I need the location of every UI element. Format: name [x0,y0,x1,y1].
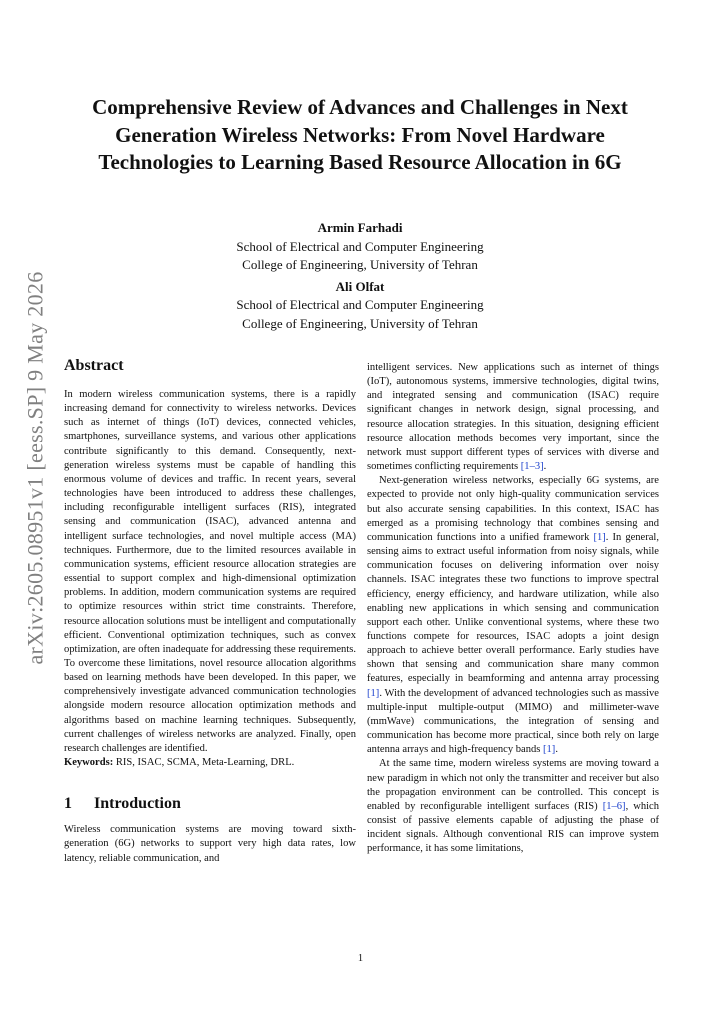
author-affiliation-1b: College of Engineering, University of Tehran [242,257,478,272]
citation-link[interactable]: [1–3] [520,461,544,473]
abstract-body: In modern wireless communication systems, there is a rapidly increasing demand for connectivity to wireless networks. Devices such as internet of things (IoT) devices, connected vehicles, smartphones, surveillance systems, and various other applications contribute significantly to this demand. Consequently, next-generation wireless systems must be capable of handling this enormous volume of devices and traffic. In recent years, several technologies have been introduced to address these challenges, including reconfigurable intelligent surfaces (RIS), integrated sensing and communication (ISAC), advanced antenna and intelligent surface technologies, and novel multiple access (MA) techniques. Furthermore, due to the limited resources available in communication systems, efficient resource allocation strategies are essential to support complex and high-dimensional optimization problems. In addition, modern communication systems are required to optimize resources within strict time constraints. Therefore, resource allocation solutions must be intelligent and computationally efficient. Conventional optimization techniques, such as convex optimization, are often inadequate for addressing these requirements. To overcome these limitations, novel resource allocation algorithms based on learning methods have been developed. In this paper, we comprehensively investigate advanced communication technologies alongside modern resource allocation optimization methods and algorithms based on machine learning techniques. Subsequently, current challenges of wireless networks are analyzed. Finally, open research challenges are identified. [64,389,356,754]
right-paragraph-1: intelligent services. New applications such as internet of things (IoT), autonomous systems, immersive technologies, digital twins, and integrated sensing and communication (ISAC) require significant changes in network design, signal processing, and resource allocation strategies. In this situation, designing efficient resource allocation methods becomes very important, since the network must support different types of services with diverse and sometimes conflicting requirements [1–3]. [367,362,659,473]
section-title: Introduction [94,795,181,813]
page-number: 1 [357,953,364,964]
citation-link[interactable]: [1] [543,744,556,756]
section-number: 1 [64,795,72,813]
author-block [160,219,560,333]
citation-link[interactable]: [1–6] [602,800,626,812]
author-name-2: Ali Olfat [335,278,385,294]
citation-link[interactable]: [1] [367,687,380,699]
left-column [64,356,356,866]
abstract-heading: Abstract [64,357,124,374]
right-paragraph-3: At the same time, modern wireless systems are moving toward a new paradigm in which not only the transmitter and receiver but also the propagation environment can be controlled. This concept is enabled by reconfigurable intelligent surfaces (RIS) [1–6], which consist of passive elements capable of adjusting the phase of incident signals. Although conventional RIS can improve system performance, it has some limitations, [367,758,659,855]
introduction-heading [64,794,356,814]
citation-link[interactable]: [1] [593,531,606,543]
right-column [367,361,659,856]
introduction-paragraph-1: Wireless communication systems are moving toward sixth-generation (6G) networks to support very high data rates, low latency, reliable communication, and [64,824,356,864]
keywords-line [64,756,356,770]
arxiv-identifier-text: arXiv:2605.08951v1 [eess.SP] 9 May 2026 [22,270,48,665]
author-name-1: Armin Farhadi [317,220,403,235]
keywords-values: RIS, ISAC, SCMA, Meta-Learning, DRL. [115,757,295,769]
author-affiliation-2b: College of Engineering, University of Tehran [242,315,478,331]
author-affiliation-2a: School of Electrical and Computer Engineering [236,297,484,312]
right-paragraph-2: Next-generation wireless networks, especially 6G systems, are expected to provide not only high-quality communication services but also accurate sensing capabilities. In this context, ISAC has emerged as a promising technology that combines sensing and communication functions into a unified framework [1]. In general, sensing aims to extract useful information from noisy signals, while communication focuses on delivering information over noisy channels. ISAC integrates these two functions to improve spectral efficiency, energy efficiency, and hardware utilization, while also enabling new applications in which sensing and communication support each other. Unlike conventional systems, where these two functions compete for resources, ISAC adopts a joint design approach to achieve better overall performance. Early studies have shown that sensing and communication share many common features, especially in beamforming and antenna array processing [1]. With the development of advanced technologies such as massive multiple-input multiple-output (MIMO) and millimeter-wave (mmWave) communications, the integration of sensing and communication has become more practical, since both rely on large antenna arrays and high-frequency bands [1]. [367,475,659,756]
paper-title: Comprehensive Review of Advances and Challenges in Next Generation Wireless Networks: From Novel Hardware Technologies to Learning Based Resource Allocation in 6G [92,95,628,174]
author-affiliation-1a: School of Electrical and Computer Engineering [236,238,484,254]
keywords-label: Keywords: [64,757,114,769]
arxiv-identifier-stamp [6,265,64,670]
